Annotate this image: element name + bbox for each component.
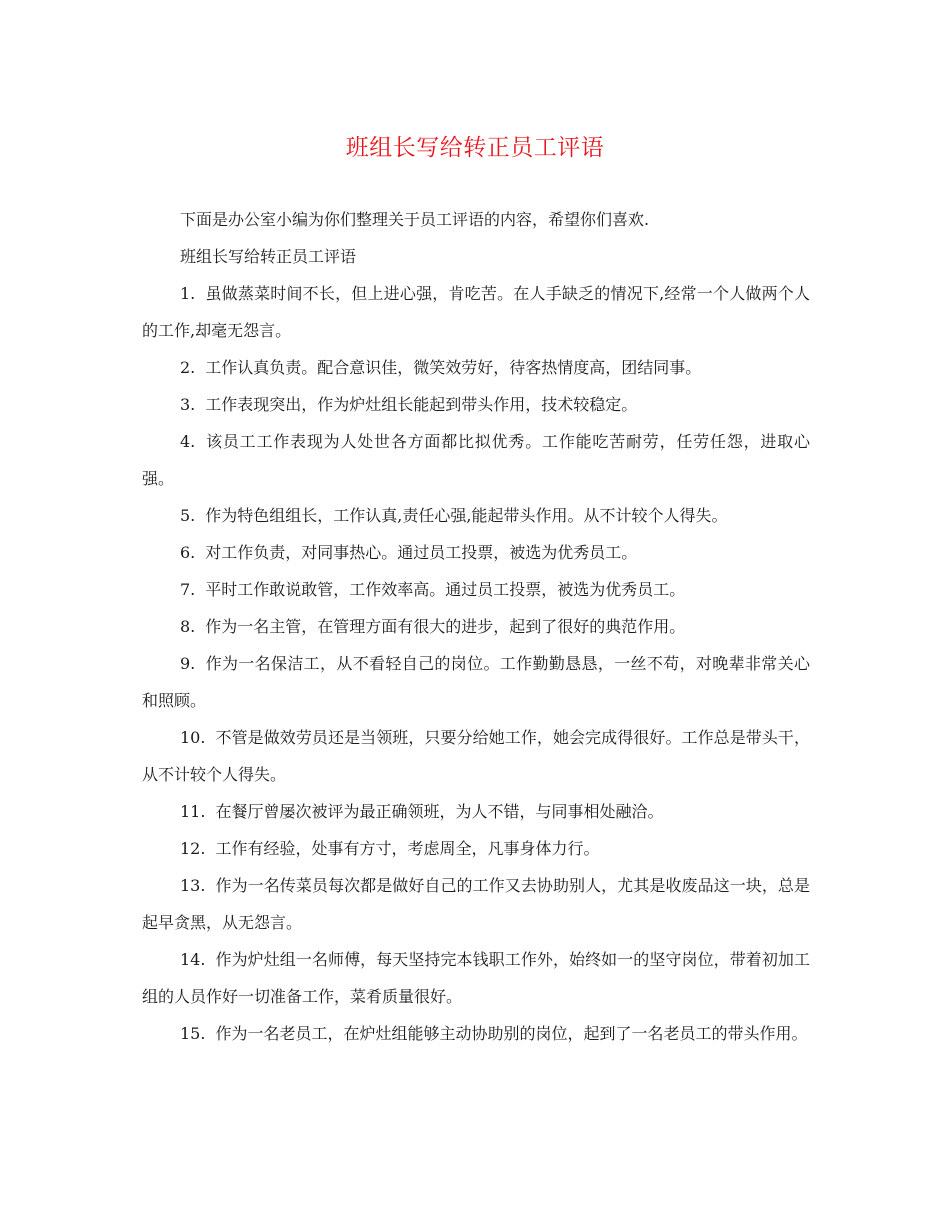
list-item — [142, 645, 810, 719]
item-text: 作为一名保洁工，从不看轻自己的岗位。工作勤勤恳恳，一丝不苟，对晚辈非常关心和照顾。 — [142, 654, 810, 710]
list-item — [142, 608, 810, 645]
item-number: 5. — [180, 506, 196, 525]
item-text: 该员工工作表现为人处世各方面都比拟优秀。工作能吃苦耐劳，任劳任怨，进取心强。 — [142, 432, 810, 488]
item-number: 7. — [180, 580, 196, 599]
subtitle-paragraph: 班组长写给转正员工评语 — [180, 247, 357, 266]
list-item — [142, 386, 810, 423]
item-number: 1. — [180, 284, 196, 303]
document-title: 班组长写给转正员工评语 — [345, 135, 605, 161]
item-text: 作为一名传菜员每次都是做好自己的工作又去协助别人，尤其是收废品这一块，总是起早贪黑，从无怨言。 — [142, 876, 810, 932]
item-number: 11. — [180, 802, 206, 821]
item-text: 作为特色组组长，工作认真,责任心强,能起带头作用。从不计较个人得失。 — [205, 506, 728, 525]
item-number: 10. — [180, 728, 206, 747]
item-number: 13. — [180, 876, 206, 895]
item-text: 作为一名主管，在管理方面有很大的进步，起到了很好的典范作用。 — [205, 617, 686, 636]
list-item — [142, 1015, 810, 1052]
item-text: 工作有经验，处事有方寸，考虑周全，凡事身体力行。 — [215, 839, 600, 858]
item-number: 12. — [180, 839, 206, 858]
list-item — [142, 830, 810, 867]
item-text: 工作认真负责。配合意识佳，微笑效劳好，待客热情度高，团结同事。 — [205, 358, 702, 377]
list-item — [142, 497, 810, 534]
list-item — [142, 534, 810, 571]
list-item — [142, 349, 810, 386]
item-number: 3. — [180, 395, 196, 414]
list-item — [142, 423, 810, 497]
list-item — [142, 571, 810, 608]
list-item — [142, 867, 810, 941]
item-number: 15. — [180, 1024, 206, 1043]
item-number: 9. — [180, 654, 196, 673]
intro-paragraph: 下面是办公室小编为你们整理关于员工评语的内容，希望你们喜欢. — [180, 210, 650, 229]
item-number: 14. — [180, 950, 206, 969]
list-item — [142, 275, 810, 349]
item-number: 4. — [180, 432, 196, 451]
item-number: 8. — [180, 617, 196, 636]
list-item — [142, 719, 810, 793]
item-text: 平时工作敢说敢管，工作效率高。通过员工投票，被选为优秀员工。 — [205, 580, 686, 599]
item-text: 虽做蒸菜时间不长，但上进心强，肯吃苦。在人手缺乏的情况下,经常一个人做两个人的工作,却毫无怨言。 — [142, 284, 810, 340]
item-text: 不管是做效劳员还是当领班，只要分给她工作，她会完成得很好。工作总是带头干，从不计较个人得失。 — [142, 728, 810, 784]
item-text: 在餐厅曾屡次被评为最正确领班，为人不错，与同事相处融洽。 — [215, 802, 664, 821]
item-number: 6. — [180, 543, 196, 562]
list-item — [142, 941, 810, 1015]
item-text: 作为一名老员工，在炉灶组能够主动协助别的岗位，起到了一名老员工的带头作用。 — [215, 1024, 808, 1043]
item-number: 2. — [180, 358, 196, 377]
item-text: 作为炉灶组一名师傅，每天坚持完本钱职工作外，始终如一的坚守岗位，带着初加工组的人员作好一切准备工作，菜肴质量很好。 — [142, 950, 810, 1006]
item-text: 对工作负责，对同事热心。通过员工投票，被选为优秀员工。 — [205, 543, 638, 562]
document-body — [142, 201, 810, 1052]
list-item — [142, 793, 810, 830]
item-text: 工作表现突出，作为炉灶组长能起到带头作用，技术较稳定。 — [205, 395, 638, 414]
